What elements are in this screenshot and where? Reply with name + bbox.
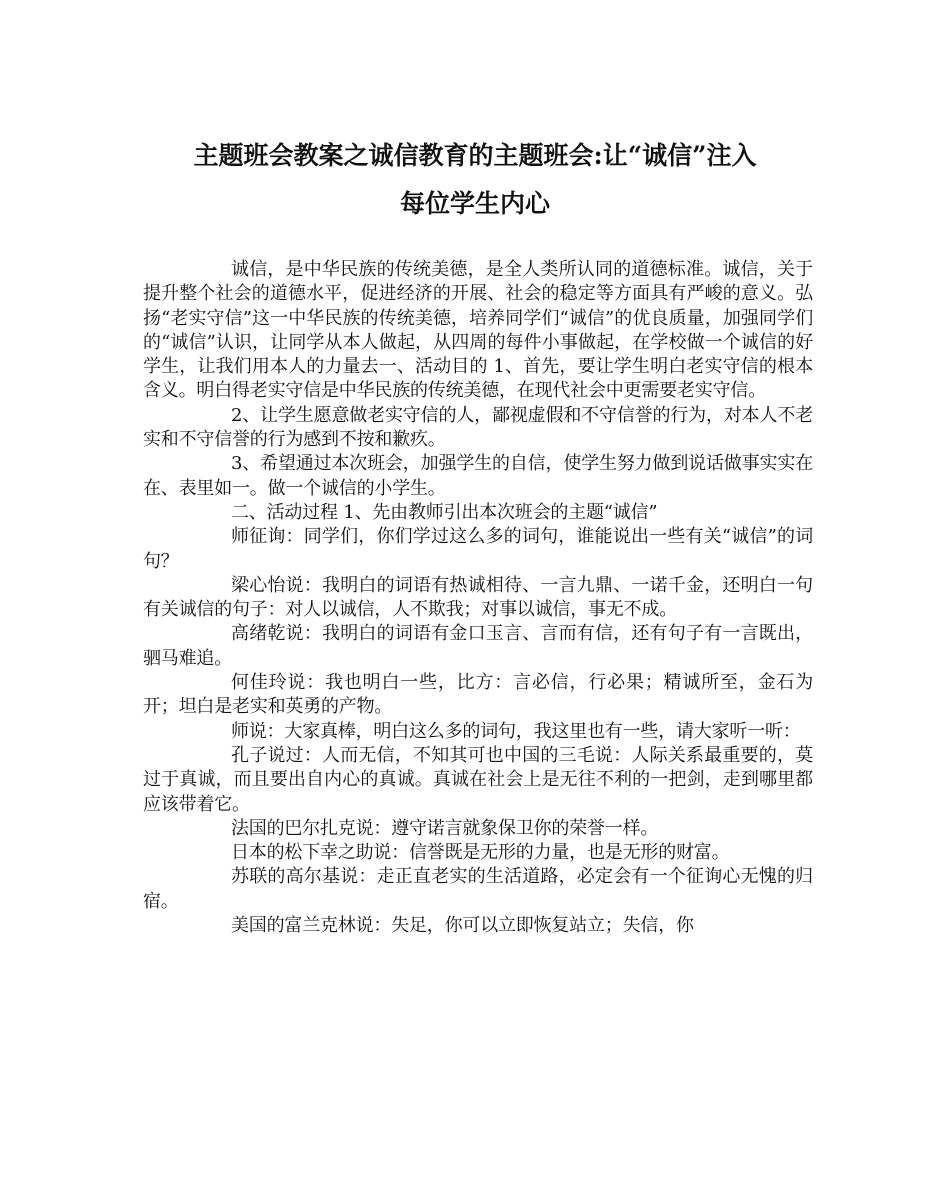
paragraph: 苏联的高尔基说：走正直老实的生活道路，必定会有一个征询心无愧的归宿。: [143, 866, 813, 912]
paragraph: 孔子说过：人而无信，不知其可也中国的三毛说：人际关系最重要的，莫过于真诚，而且要出自内心的真诚。真诚在社会上是无往不利的一把剑，走到哪里都应该带着它。: [143, 744, 813, 815]
paragraph: 法国的巴尔扎克说：遵守诺言就象保卫你的荣誉一样。: [231, 817, 659, 839]
paragraph: 师说：大家真棒，明白这么多的词句，我这里也有一些，请大家听一听：: [231, 720, 801, 742]
paragraph: 日本的松下幸之助说：信誉既是无形的力量，也是无形的财富。: [231, 842, 730, 864]
paragraph: 2、让学生愿意做老实守信的人，鄙视虚假和不守信誉的行为，对本人不老实和不守信誉的行为感到不按和歉疚。: [143, 404, 813, 451]
paragraph: 美国的富兰克林说：失足，你可以立即恢复站立；失信，你: [231, 915, 694, 937]
paragraph: 师征询：同学们，你们学过这么多的词句，谁能说出一些有关“诚信”的词句？: [143, 526, 813, 572]
paragraph: 诚信，是中华民族的传统美德，是全人类所认同的道德标准。诚信，关于提升整个社会的道德水平，促进经济的开展、社会的稳定等方面具有严峻的意义。弘扬“老实守信”这一中华民族的传统美德，培养同学们“诚信”的优良质量，加强同学们的“诚信”认识，让同学从本人做起，从四周的每件小事做起，在学校做一个诚信的好学生，让我们用本人的力量去一、活动目的 1、首先，要让学生明白老实守信的根本含义。明白得老实守信是中华民族的传统美德，在现代社会中更需要老实守信。: [143, 259, 813, 402]
paragraph: 二、活动过程 1、先由教师引出本次班会的主题“诚信”: [231, 501, 658, 523]
paragraph: 高绪乾说：我明白的词语有金口玉言、言而有信，还有句子有一言既出，驷马难追。: [143, 623, 813, 669]
paragraph: 梁心怡说：我明白的词语有热诚相待、一言九鼎、一诺千金，还明白一句有关诚信的句子：对人以诚信，人不欺我；对事以诚信，事无不成。: [143, 574, 813, 621]
document-title-line-1: 主题班会教案之诚信教育的主题班会:让“诚信”注入: [193, 141, 757, 170]
document-title-line-2: 每位学生内心: [399, 189, 550, 218]
paragraph: 何佳玲说：我也明白一些，比方：言必信，行必果；精诚所至，金石为开；坦白是老实和英勇的产物。: [143, 672, 813, 718]
paragraph: 3、希望通过本次班会，加强学生的自信，使学生努力做到说话做事实实在在、表里如一。做一个诚信的小学生。: [143, 453, 813, 499]
document-body: [143, 258, 813, 938]
